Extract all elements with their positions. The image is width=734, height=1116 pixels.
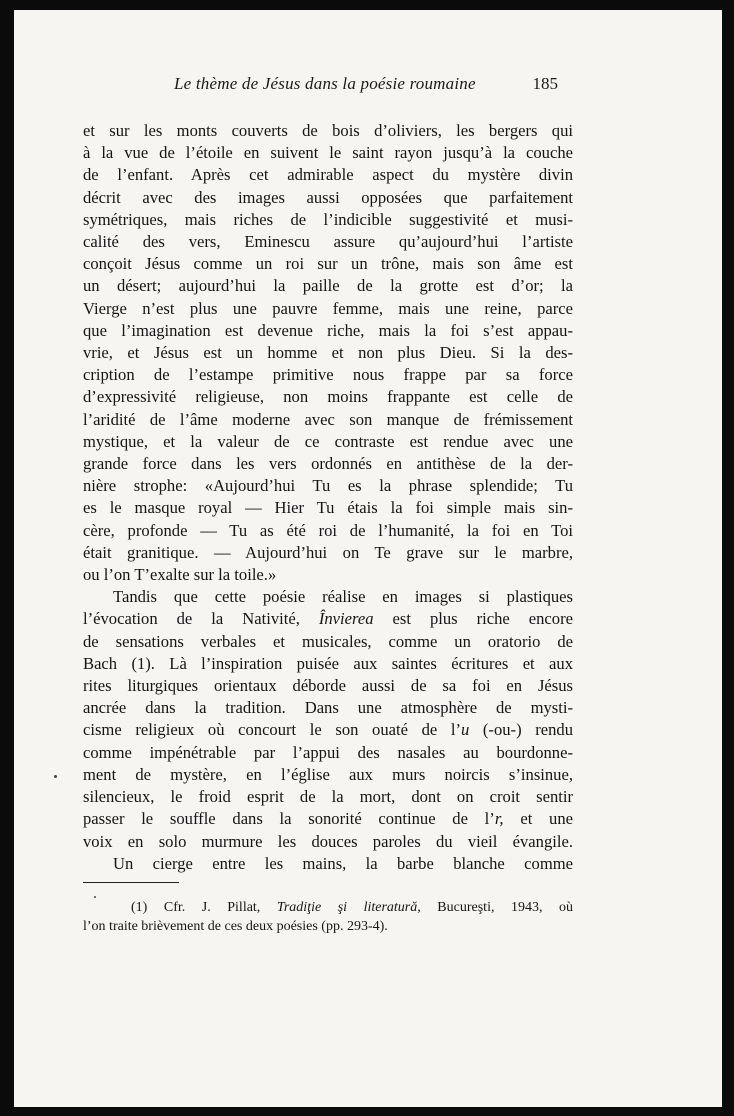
footnote-text: Cfr. J. Pillat, bbox=[163, 900, 261, 915]
body-text bbox=[83, 120, 573, 875]
footnote-divider bbox=[83, 882, 179, 883]
footnote-line: l’on traite brièvement de ces deux poésies (pp. 293-4). bbox=[83, 919, 388, 934]
text-line: décrit avec des images aussi opposées que parfaitement bbox=[83, 187, 573, 207]
text-line: nière strophe: «Aujourd’hui Tu es la phrase splendide; Tu bbox=[83, 476, 573, 496]
text-line: d’expressivité religieuse, non moins frappante est celle de bbox=[83, 387, 573, 407]
page-number: 185 bbox=[532, 74, 558, 93]
text-line: Vierge n’est plus une pauvre femme, mais une reine, parce bbox=[83, 298, 573, 318]
text-line: un désert; aujourd’hui la paille de la grotte est d’or; la bbox=[83, 276, 573, 296]
text-line: et sur les monts couverts de bois d’oliviers, les bergers qui bbox=[83, 121, 573, 140]
paragraph-start-line: Un cierge entre les mains, la barbe blanche comme bbox=[113, 853, 573, 873]
text-fragment: est plus riche encore bbox=[392, 609, 573, 629]
book-page bbox=[14, 10, 722, 1107]
running-title: Le thème de Jésus dans la poésie roumaine bbox=[174, 74, 476, 93]
text-line bbox=[83, 808, 573, 830]
paragraph-start-line: Tandis que cette poésie réalise en images si plastiques bbox=[113, 587, 573, 607]
text-line: de l’enfant. Après cet admirable aspect du mystère divin bbox=[83, 165, 573, 185]
text-line: grande force dans les vers ordonnés en antithèse de la der- bbox=[83, 454, 573, 474]
text-fragment: l’évocation de la Nativité, bbox=[83, 609, 300, 629]
paper-speck bbox=[54, 775, 57, 778]
text-line: silencieux, le froid esprit de la mort, dont on croit sentir bbox=[83, 787, 573, 807]
running-header bbox=[134, 68, 558, 98]
text-line: à la vue de l’étoile en suivent le saint rayon jusqu’à la couche bbox=[83, 143, 573, 163]
text-line: l’aridité de l’âme moderne avec son manque de frémissement bbox=[83, 409, 573, 429]
text-line: conçoit Jésus comme un roi sur un trône, mais son âme est bbox=[83, 254, 573, 274]
footnote bbox=[83, 898, 573, 936]
text-line: ment de mystère, en l’église aux murs noircis s’insinue, bbox=[83, 764, 573, 784]
footnote-text: Bucureşti, 1943, où bbox=[437, 900, 574, 915]
text-line: était granitique. — Aujourd’hui on Te grave sur le marbre, bbox=[83, 542, 573, 562]
text-line: mystique, et la valeur de ce contraste est rendue avec une bbox=[83, 431, 573, 451]
text-line: que l’imagination est devenue riche, mais la foi s’est appau- bbox=[83, 320, 573, 340]
footnote-line bbox=[83, 898, 573, 917]
text-line: symétriques, mais riches de l’indicible suggestivité et musi- bbox=[83, 209, 573, 229]
paper-speck bbox=[94, 896, 96, 898]
footnote-marker: (1) bbox=[131, 900, 148, 915]
text-line: calité des vers, Eminescu assure qu’aujourd’hui l’artiste bbox=[83, 232, 573, 252]
text-line: cère, profonde — Tu as été roi de l’humanité, la foi en Toi bbox=[83, 520, 573, 540]
text-line: vrie, et Jésus est un homme et non plus Dieu. Si la des- bbox=[83, 343, 573, 363]
text-line: es le masque royal — Hier Tu étais la foi simple mais sin- bbox=[83, 498, 573, 518]
poem-title-invierea: Învierea bbox=[318, 609, 374, 629]
text-line: ancrée dans la tradition. Dans une atmosphère de mysti- bbox=[83, 698, 573, 718]
text-fragment: cisme religieux où concourt le son ouaté de l’ bbox=[83, 720, 461, 740]
text-line: rites liturgiques orientaux déborde aussi de sa foi en Jésus bbox=[83, 676, 573, 696]
text-line: comme impénétrable par l’appui des nasales au bourdonne- bbox=[83, 742, 573, 762]
text-line: voix en solo murmure les douces paroles du vieil évangile. bbox=[83, 831, 573, 851]
text-line: cription de l’estampe primitive nous frappe par sa force bbox=[83, 365, 573, 385]
footnote-cited-title: Tradiţie şi literatură, bbox=[276, 900, 421, 915]
italic-letter-u: u bbox=[460, 720, 470, 740]
text-line: ou l’on T’exalte sur la toile.» bbox=[83, 565, 277, 585]
italic-letter-r: r, bbox=[494, 809, 504, 829]
text-fragment: passer le souffle dans la sonorité continue de l’ bbox=[83, 809, 495, 829]
text-fragment: et une bbox=[520, 809, 573, 829]
text-line: de sensations verbales et musicales, comme un oratorio de bbox=[83, 631, 573, 651]
text-fragment: (-ou-) rendu bbox=[482, 720, 573, 740]
text-line bbox=[83, 608, 573, 630]
text-line: Bach (1). Là l’inspiration puisée aux saintes écritures et aux bbox=[83, 653, 573, 673]
text-line bbox=[83, 719, 573, 741]
